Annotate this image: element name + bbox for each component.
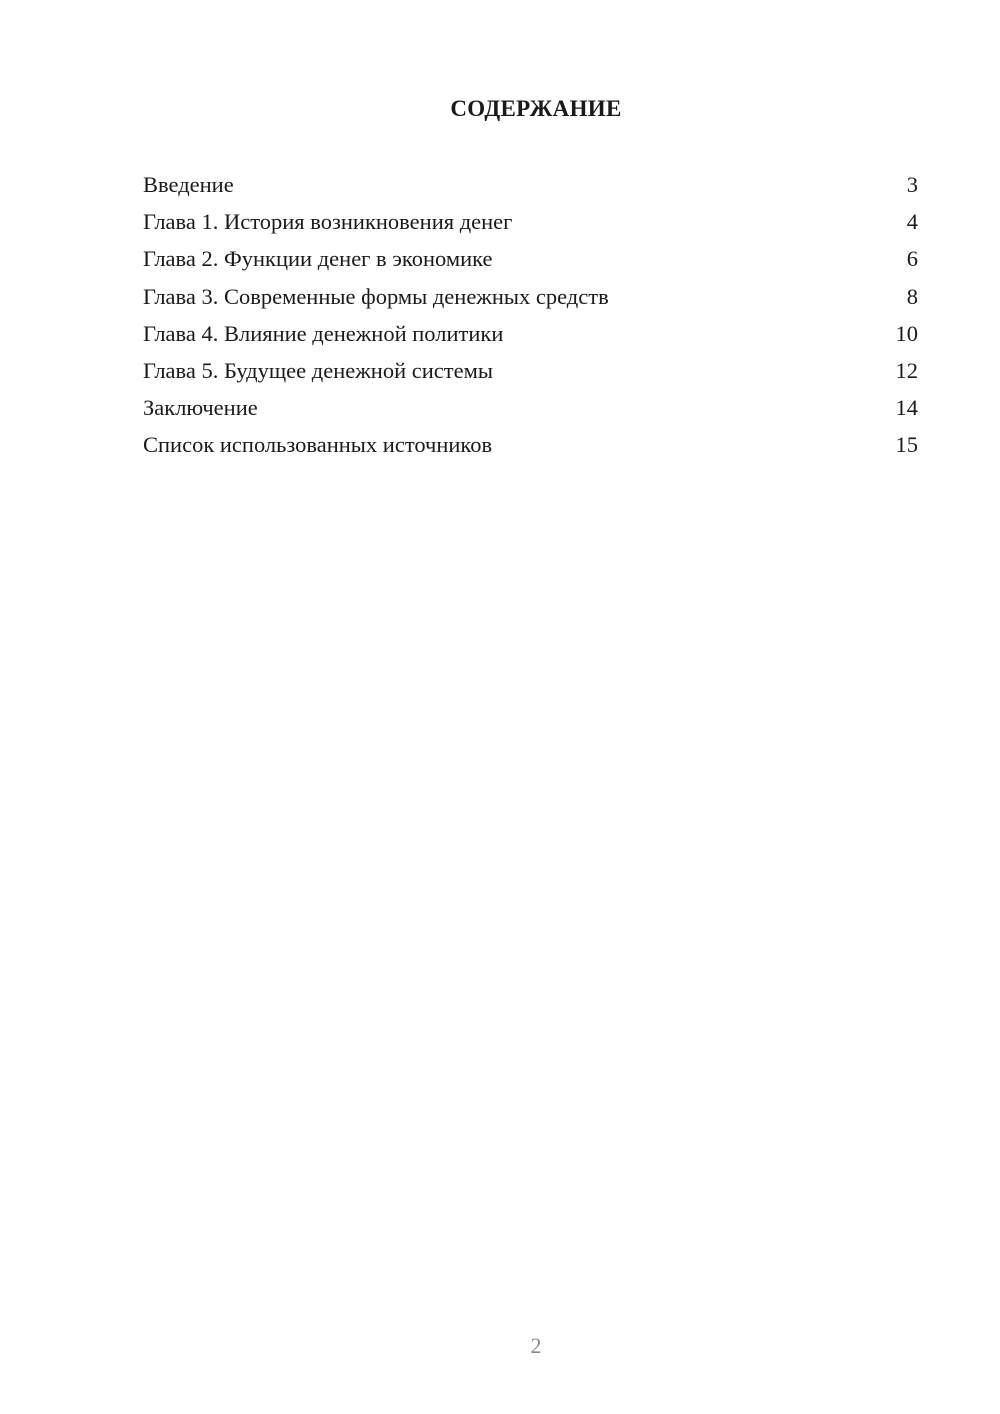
toc-item-label: Глава 2. Функции денег в экономике <box>143 246 493 272</box>
toc-item-introduction <box>143 170 918 207</box>
toc-item-label: Список использованных источников <box>143 432 493 458</box>
toc-item-page: 6 <box>906 246 918 272</box>
toc-item-chapter-5 <box>143 356 918 393</box>
toc-item-page: 12 <box>895 357 918 383</box>
toc-item-page: 14 <box>895 395 918 421</box>
toc-item-page: 15 <box>895 432 918 458</box>
toc-item-references <box>143 430 918 467</box>
toc-item-conclusion <box>143 393 918 430</box>
page-number: 2 <box>530 1333 542 1358</box>
toc-item-page: 4 <box>906 209 918 235</box>
toc-item-chapter-4 <box>143 319 918 356</box>
toc-item-label: Заключение <box>143 395 258 421</box>
toc-item-label: Глава 4. Влияние денежной политики <box>143 320 504 346</box>
toc-item-label: Глава 3. Современные формы денежных средств <box>143 283 609 309</box>
toc-item-label: Глава 1. История возникновения денег <box>143 209 513 235</box>
toc-item-chapter-3 <box>143 282 918 319</box>
toc-item-chapter-1 <box>143 207 918 244</box>
table-of-contents <box>143 170 918 468</box>
toc-item-label: Глава 5. Будущее денежной системы <box>143 357 493 383</box>
toc-item-page: 3 <box>906 172 918 197</box>
toc-item-label: Введение <box>143 172 234 197</box>
toc-item-chapter-2 <box>143 244 918 281</box>
toc-item-page: 10 <box>895 320 918 346</box>
toc-title: СОДЕРЖАНИЕ <box>450 96 622 121</box>
toc-item-page: 8 <box>906 283 918 309</box>
